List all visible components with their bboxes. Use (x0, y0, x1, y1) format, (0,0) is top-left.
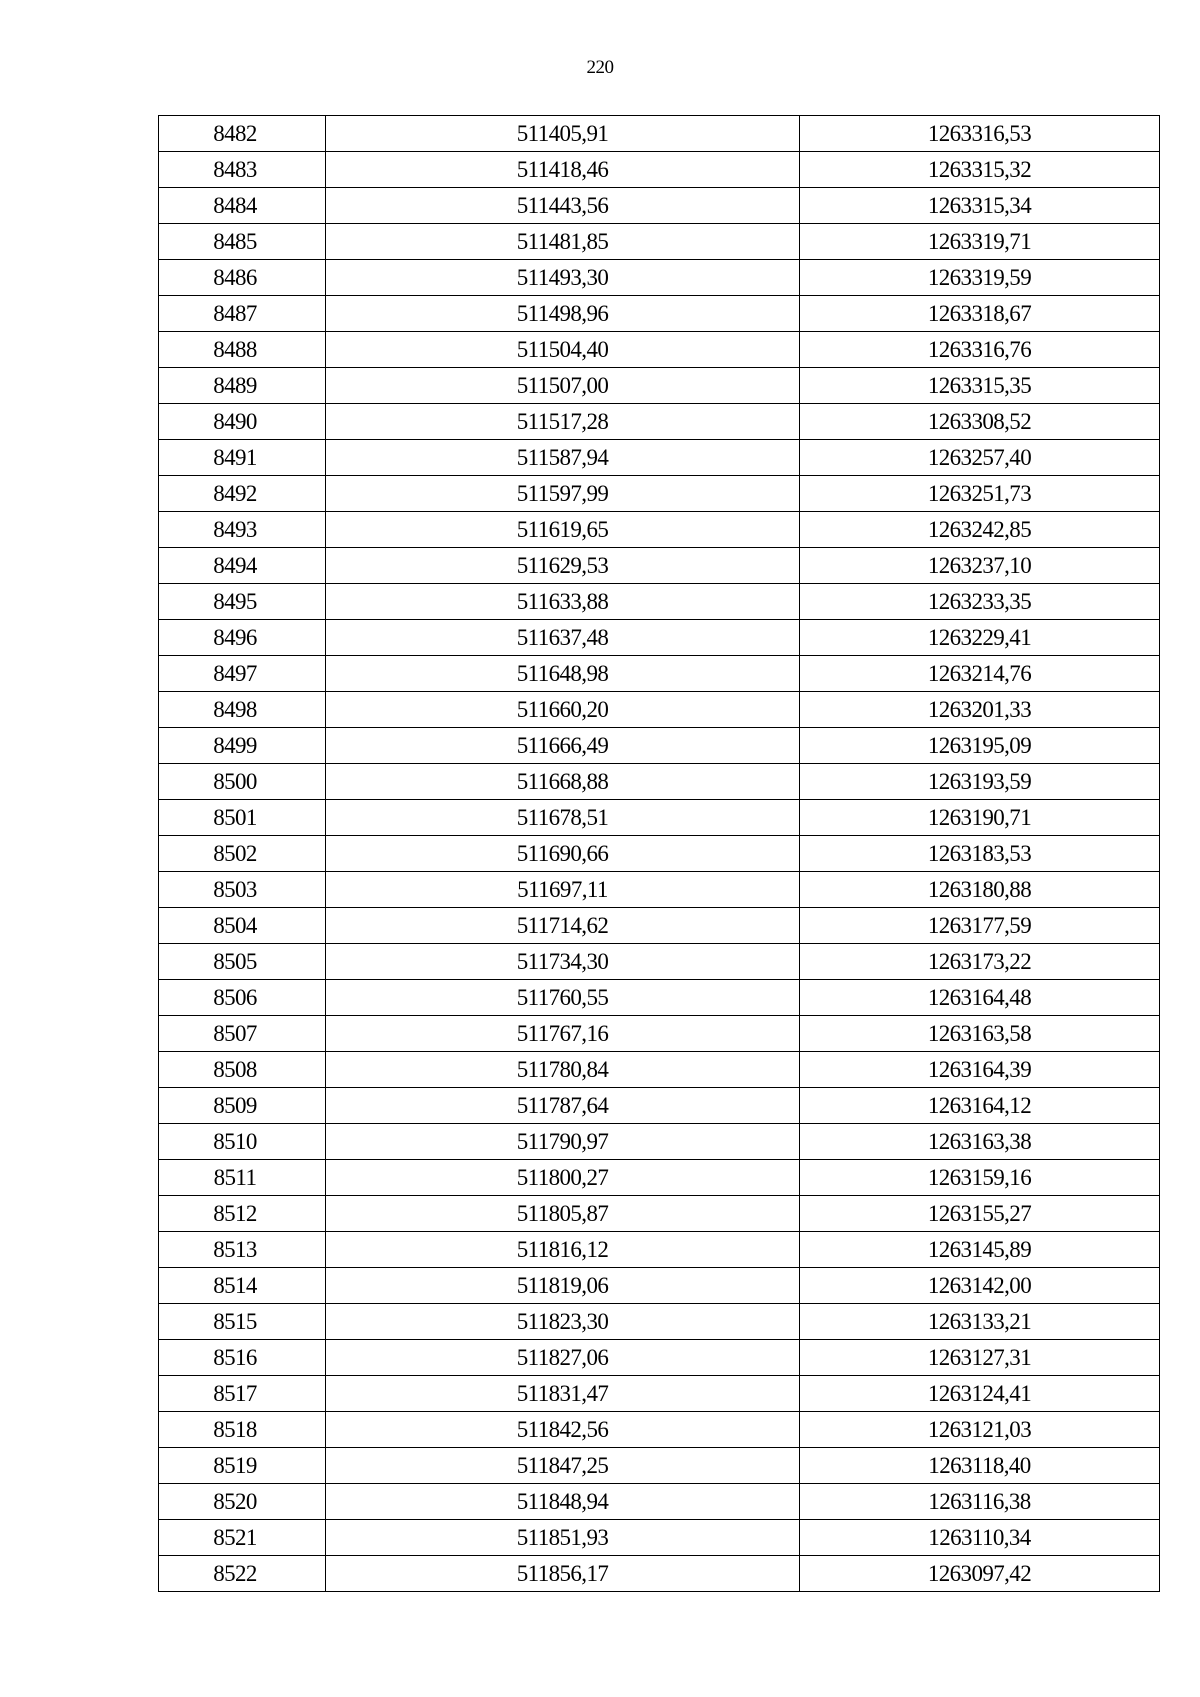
table-row (159, 1340, 1160, 1376)
table-row (159, 836, 1160, 872)
y-coordinate-cell: 1263257,40 (800, 440, 1160, 476)
table-row (159, 1556, 1160, 1592)
point-number-cell: 8505 (159, 944, 326, 980)
table-row (159, 1484, 1160, 1520)
point-number-cell: 8488 (159, 332, 326, 368)
point-number-cell: 8493 (159, 512, 326, 548)
x-coordinate-cell: 511443,56 (326, 188, 800, 224)
x-coordinate-cell: 511637,48 (326, 620, 800, 656)
table-row (159, 368, 1160, 404)
point-number-cell: 8518 (159, 1412, 326, 1448)
y-coordinate-cell: 1263195,09 (800, 728, 1160, 764)
point-number-cell: 8491 (159, 440, 326, 476)
y-coordinate-cell: 1263133,21 (800, 1304, 1160, 1340)
table-row (159, 476, 1160, 512)
table-row (159, 296, 1160, 332)
point-number-cell: 8506 (159, 980, 326, 1016)
table-row (159, 1412, 1160, 1448)
y-coordinate-cell: 1263110,34 (800, 1520, 1160, 1556)
y-coordinate-cell: 1263201,33 (800, 692, 1160, 728)
x-coordinate-cell: 511504,40 (326, 332, 800, 368)
table-row (159, 1520, 1160, 1556)
point-number-cell: 8516 (159, 1340, 326, 1376)
x-coordinate-cell: 511481,85 (326, 224, 800, 260)
point-number-cell: 8519 (159, 1448, 326, 1484)
y-coordinate-cell: 1263155,27 (800, 1196, 1160, 1232)
point-number-cell: 8511 (159, 1160, 326, 1196)
table-row (159, 1088, 1160, 1124)
coordinates-table-body (159, 116, 1160, 1592)
point-number-cell: 8483 (159, 152, 326, 188)
page-number: 220 (586, 57, 614, 78)
table-row (159, 800, 1160, 836)
y-coordinate-cell: 1263145,89 (800, 1232, 1160, 1268)
table-row (159, 1016, 1160, 1052)
x-coordinate-cell: 511648,98 (326, 656, 800, 692)
x-coordinate-cell: 511847,25 (326, 1448, 800, 1484)
table-row (159, 1448, 1160, 1484)
y-coordinate-cell: 1263315,32 (800, 152, 1160, 188)
table-row (159, 224, 1160, 260)
y-coordinate-cell: 1263308,52 (800, 404, 1160, 440)
x-coordinate-cell: 511690,66 (326, 836, 800, 872)
x-coordinate-cell: 511816,12 (326, 1232, 800, 1268)
y-coordinate-cell: 1263164,39 (800, 1052, 1160, 1088)
y-coordinate-cell: 1263318,67 (800, 296, 1160, 332)
table-row (159, 872, 1160, 908)
x-coordinate-cell: 511597,99 (326, 476, 800, 512)
x-coordinate-cell: 511851,93 (326, 1520, 800, 1556)
y-coordinate-cell: 1263097,42 (800, 1556, 1160, 1592)
y-coordinate-cell: 1263164,12 (800, 1088, 1160, 1124)
y-coordinate-cell: 1263319,71 (800, 224, 1160, 260)
table-row (159, 1304, 1160, 1340)
y-coordinate-cell: 1263116,38 (800, 1484, 1160, 1520)
point-number-cell: 8522 (159, 1556, 326, 1592)
point-number-cell: 8489 (159, 368, 326, 404)
point-number-cell: 8498 (159, 692, 326, 728)
table-row (159, 1160, 1160, 1196)
table-row (159, 440, 1160, 476)
point-number-cell: 8486 (159, 260, 326, 296)
point-number-cell: 8507 (159, 1016, 326, 1052)
table-row (159, 1376, 1160, 1412)
point-number-cell: 8495 (159, 584, 326, 620)
x-coordinate-cell: 511790,97 (326, 1124, 800, 1160)
y-coordinate-cell: 1263315,35 (800, 368, 1160, 404)
x-coordinate-cell: 511767,16 (326, 1016, 800, 1052)
x-coordinate-cell: 511842,56 (326, 1412, 800, 1448)
x-coordinate-cell: 511418,46 (326, 152, 800, 188)
y-coordinate-cell: 1263163,38 (800, 1124, 1160, 1160)
table-row (159, 152, 1160, 188)
table-row (159, 116, 1160, 152)
coordinates-table (158, 115, 1160, 1592)
y-coordinate-cell: 1263118,40 (800, 1448, 1160, 1484)
y-coordinate-cell: 1263242,85 (800, 512, 1160, 548)
point-number-cell: 8509 (159, 1088, 326, 1124)
x-coordinate-cell: 511823,30 (326, 1304, 800, 1340)
y-coordinate-cell: 1263163,58 (800, 1016, 1160, 1052)
y-coordinate-cell: 1263233,35 (800, 584, 1160, 620)
table-row (159, 1196, 1160, 1232)
table-row (159, 692, 1160, 728)
table-row (159, 1052, 1160, 1088)
table-row (159, 764, 1160, 800)
y-coordinate-cell: 1263251,73 (800, 476, 1160, 512)
table-row (159, 1124, 1160, 1160)
point-number-cell: 8508 (159, 1052, 326, 1088)
x-coordinate-cell: 511507,00 (326, 368, 800, 404)
table-row (159, 656, 1160, 692)
x-coordinate-cell: 511734,30 (326, 944, 800, 980)
point-number-cell: 8499 (159, 728, 326, 764)
point-number-cell: 8515 (159, 1304, 326, 1340)
point-number-cell: 8521 (159, 1520, 326, 1556)
y-coordinate-cell: 1263237,10 (800, 548, 1160, 584)
x-coordinate-cell: 511831,47 (326, 1376, 800, 1412)
x-coordinate-cell: 511819,06 (326, 1268, 800, 1304)
table-row (159, 548, 1160, 584)
table-row (159, 332, 1160, 368)
table-row (159, 1268, 1160, 1304)
point-number-cell: 8485 (159, 224, 326, 260)
y-coordinate-cell: 1263316,53 (800, 116, 1160, 152)
table-row (159, 944, 1160, 980)
x-coordinate-cell: 511405,91 (326, 116, 800, 152)
point-number-cell: 8490 (159, 404, 326, 440)
point-number-cell: 8503 (159, 872, 326, 908)
x-coordinate-cell: 511678,51 (326, 800, 800, 836)
x-coordinate-cell: 511668,88 (326, 764, 800, 800)
point-number-cell: 8492 (159, 476, 326, 512)
x-coordinate-cell: 511517,28 (326, 404, 800, 440)
x-coordinate-cell: 511498,96 (326, 296, 800, 332)
y-coordinate-cell: 1263180,88 (800, 872, 1160, 908)
y-coordinate-cell: 1263319,59 (800, 260, 1160, 296)
point-number-cell: 8482 (159, 116, 326, 152)
y-coordinate-cell: 1263127,31 (800, 1340, 1160, 1376)
x-coordinate-cell: 511780,84 (326, 1052, 800, 1088)
point-number-cell: 8502 (159, 836, 326, 872)
point-number-cell: 8514 (159, 1268, 326, 1304)
x-coordinate-cell: 511848,94 (326, 1484, 800, 1520)
x-coordinate-cell: 511666,49 (326, 728, 800, 764)
x-coordinate-cell: 511827,06 (326, 1340, 800, 1376)
point-number-cell: 8487 (159, 296, 326, 332)
point-number-cell: 8513 (159, 1232, 326, 1268)
table-row (159, 584, 1160, 620)
x-coordinate-cell: 511714,62 (326, 908, 800, 944)
x-coordinate-cell: 511856,17 (326, 1556, 800, 1592)
table-row (159, 1232, 1160, 1268)
x-coordinate-cell: 511787,64 (326, 1088, 800, 1124)
x-coordinate-cell: 511697,11 (326, 872, 800, 908)
x-coordinate-cell: 511619,65 (326, 512, 800, 548)
point-number-cell: 8504 (159, 908, 326, 944)
x-coordinate-cell: 511587,94 (326, 440, 800, 476)
x-coordinate-cell: 511805,87 (326, 1196, 800, 1232)
x-coordinate-cell: 511800,27 (326, 1160, 800, 1196)
y-coordinate-cell: 1263193,59 (800, 764, 1160, 800)
table-row (159, 260, 1160, 296)
table-row (159, 908, 1160, 944)
point-number-cell: 8494 (159, 548, 326, 584)
point-number-cell: 8496 (159, 620, 326, 656)
y-coordinate-cell: 1263315,34 (800, 188, 1160, 224)
x-coordinate-cell: 511760,55 (326, 980, 800, 1016)
y-coordinate-cell: 1263164,48 (800, 980, 1160, 1016)
point-number-cell: 8497 (159, 656, 326, 692)
y-coordinate-cell: 1263316,76 (800, 332, 1160, 368)
y-coordinate-cell: 1263142,00 (800, 1268, 1160, 1304)
point-number-cell: 8500 (159, 764, 326, 800)
table-row (159, 512, 1160, 548)
point-number-cell: 8484 (159, 188, 326, 224)
x-coordinate-cell: 511493,30 (326, 260, 800, 296)
y-coordinate-cell: 1263124,41 (800, 1376, 1160, 1412)
y-coordinate-cell: 1263214,76 (800, 656, 1160, 692)
y-coordinate-cell: 1263159,16 (800, 1160, 1160, 1196)
point-number-cell: 8510 (159, 1124, 326, 1160)
y-coordinate-cell: 1263229,41 (800, 620, 1160, 656)
table-row (159, 620, 1160, 656)
table-row (159, 188, 1160, 224)
y-coordinate-cell: 1263190,71 (800, 800, 1160, 836)
table-row (159, 404, 1160, 440)
point-number-cell: 8517 (159, 1376, 326, 1412)
y-coordinate-cell: 1263183,53 (800, 836, 1160, 872)
x-coordinate-cell: 511629,53 (326, 548, 800, 584)
table-row (159, 980, 1160, 1016)
y-coordinate-cell: 1263173,22 (800, 944, 1160, 980)
y-coordinate-cell: 1263121,03 (800, 1412, 1160, 1448)
y-coordinate-cell: 1263177,59 (800, 908, 1160, 944)
x-coordinate-cell: 511633,88 (326, 584, 800, 620)
x-coordinate-cell: 511660,20 (326, 692, 800, 728)
table-row (159, 728, 1160, 764)
point-number-cell: 8512 (159, 1196, 326, 1232)
point-number-cell: 8520 (159, 1484, 326, 1520)
point-number-cell: 8501 (159, 800, 326, 836)
